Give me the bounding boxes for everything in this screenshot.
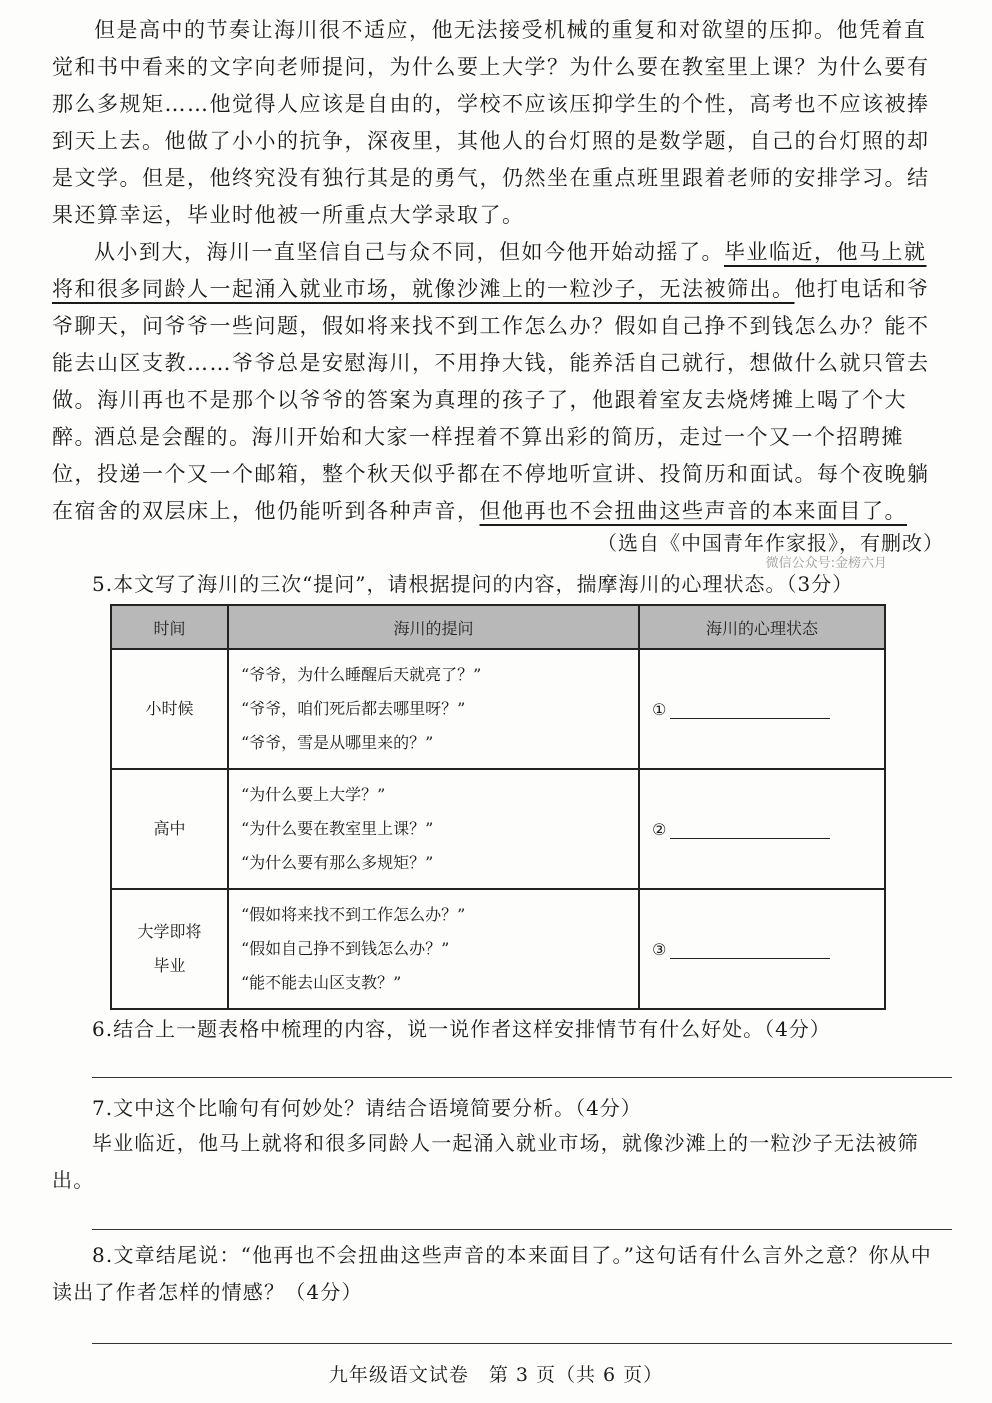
question-8-prompt: 8.文章结尾说：“他再也不会扭曲这些声音的本来面目了。”这句话有什么言外之意？你从中读出了作者怎样的情感？（4分）	[52, 1243, 932, 1304]
underlined-metaphor-sentence: 毕业临近，他马上就将和很多同龄人一起涌入就业市场，就像沙滩上的一粒沙子，无法被筛出。	[52, 240, 927, 301]
question-7-prompt: 7.文中这个比喻句有何妙处？请结合语境简要分析。（4分）	[92, 1096, 642, 1120]
question-line: “为什么要上大学？”	[241, 785, 386, 804]
answer-line-q7[interactable]	[92, 1229, 952, 1230]
passage-p2-start: 从小到大，海川一直坚信自己与众不同，但如今他开始动摇了。	[94, 240, 724, 264]
row-questions	[228, 769, 639, 889]
header-mental-state: 海川的心理状态	[639, 605, 885, 649]
table-header-row	[111, 605, 885, 649]
watermark: 微信公众号:金榜六月	[765, 556, 887, 571]
row-questions	[228, 649, 639, 769]
answer-blank[interactable]	[670, 702, 830, 719]
answer-mark: ②	[652, 819, 667, 839]
header-time: 时间	[111, 605, 228, 649]
question-line: “爷爷，雪是从哪里来的？”	[241, 733, 434, 752]
question-line: “为什么要有那么多规矩？”	[241, 853, 434, 872]
passage-p3-start: 酒总是会醒的。海川开始和大家一样捏着不算出彩的简历，走过一个又一个招聘摊位，投递一个又一个邮箱，整个秋天似乎都在不停地听宣讲、投简历和面试。每个夜晚躺在宿舍的双层床上，他仍能听到各种声音，	[52, 425, 930, 523]
answer-cell[interactable]	[639, 889, 885, 1009]
question-line: “能不能去山区支教？”	[241, 973, 402, 992]
answer-mark: ①	[652, 699, 667, 719]
question-line: “假如将来找不到工作怎么办？”	[241, 905, 466, 924]
source-citation: （选自《中国青年作家报》，有删改）	[597, 531, 944, 555]
question-5-prompt: 5.本文写了海川的三次“提问”，请根据提问的内容，揣摩海川的心理状态。（3分）	[92, 572, 854, 596]
answer-line-q6[interactable]	[92, 1077, 952, 1078]
table-row	[111, 649, 885, 769]
answer-mark: ③	[652, 939, 667, 959]
question-line: “爷爷，为什么睡醒后天就亮了？”	[241, 665, 482, 684]
answer-blank[interactable]	[670, 822, 830, 839]
question-line: “为什么要在教室里上课？”	[241, 819, 434, 838]
page-footer: 九年级语文试卷 第 3 页（共 6 页）	[328, 1364, 664, 1386]
table-row	[111, 889, 885, 1009]
answer-cell[interactable]	[639, 649, 885, 769]
answer-blank[interactable]	[670, 942, 830, 959]
passage-p2-end: 他打电话和爷爷聊天，问爷爷一些问题，假如将来找不到工作怎么办？假如自己挣不到钱怎么办？能不能去山区支教……爷爷总是安慰海川，不用挣大钱，能养活自己就行，想做什么就只管去做。海川再也不是那个以爷爷的答案为真理的孩子了，他跟着室友去烧烤摊上喝了个大醉。	[52, 277, 930, 449]
header-questions: 海川的提问	[228, 605, 639, 649]
row-time: 高中	[111, 769, 228, 889]
psychology-table	[110, 604, 886, 1010]
question-line: “爷爷，咱们死后都去哪里呀？”	[241, 699, 466, 718]
row-questions	[228, 889, 639, 1009]
question-7-quote: 毕业临近，他马上就将和很多同龄人一起涌入就业市场，就像沙滩上的一粒沙子无法被筛出。	[52, 1131, 919, 1192]
answer-line-q8[interactable]	[92, 1343, 952, 1344]
question-6-prompt: 6.结合上一题表格中梳理的内容，说一说作者这样安排情节有什么好处。（4分）	[92, 1017, 831, 1041]
passage-paragraph-1: 但是高中的节奏让海川很不适应，他无法接受机械的重复和对欲望的压抑。他凭着直觉和书中看来的文字向老师提问，为什么要上大学？为什么要在教室里上课？为什么要有那么多规矩……他觉得人应该是自由的，学校不应该压抑学生的个性，高考也不应该被捧到天上去。他做了小小的抗争，深夜里，其他人的台灯照的是数学题，自己的台灯照的却是文学。但是，他终究没有独行其是的勇气，仍然坐在重点班里跟着老师的安排学习。结果还算幸运，毕业时他被一所重点大学录取了。	[52, 18, 930, 227]
answer-cell[interactable]	[639, 769, 885, 889]
passage-paragraph-3	[52, 419, 944, 530]
table-row	[111, 769, 885, 889]
row-time	[111, 889, 228, 1009]
underlined-ending-sentence: 但他再也不会扭曲这些声音的本来面目了。	[479, 499, 907, 523]
row-time: 小时候	[111, 649, 228, 769]
question-line: “假如自己挣不到钱怎么办？”	[241, 939, 450, 958]
row-time-line: 大学即将	[137, 922, 202, 941]
row-time-line: 毕业	[153, 956, 186, 975]
